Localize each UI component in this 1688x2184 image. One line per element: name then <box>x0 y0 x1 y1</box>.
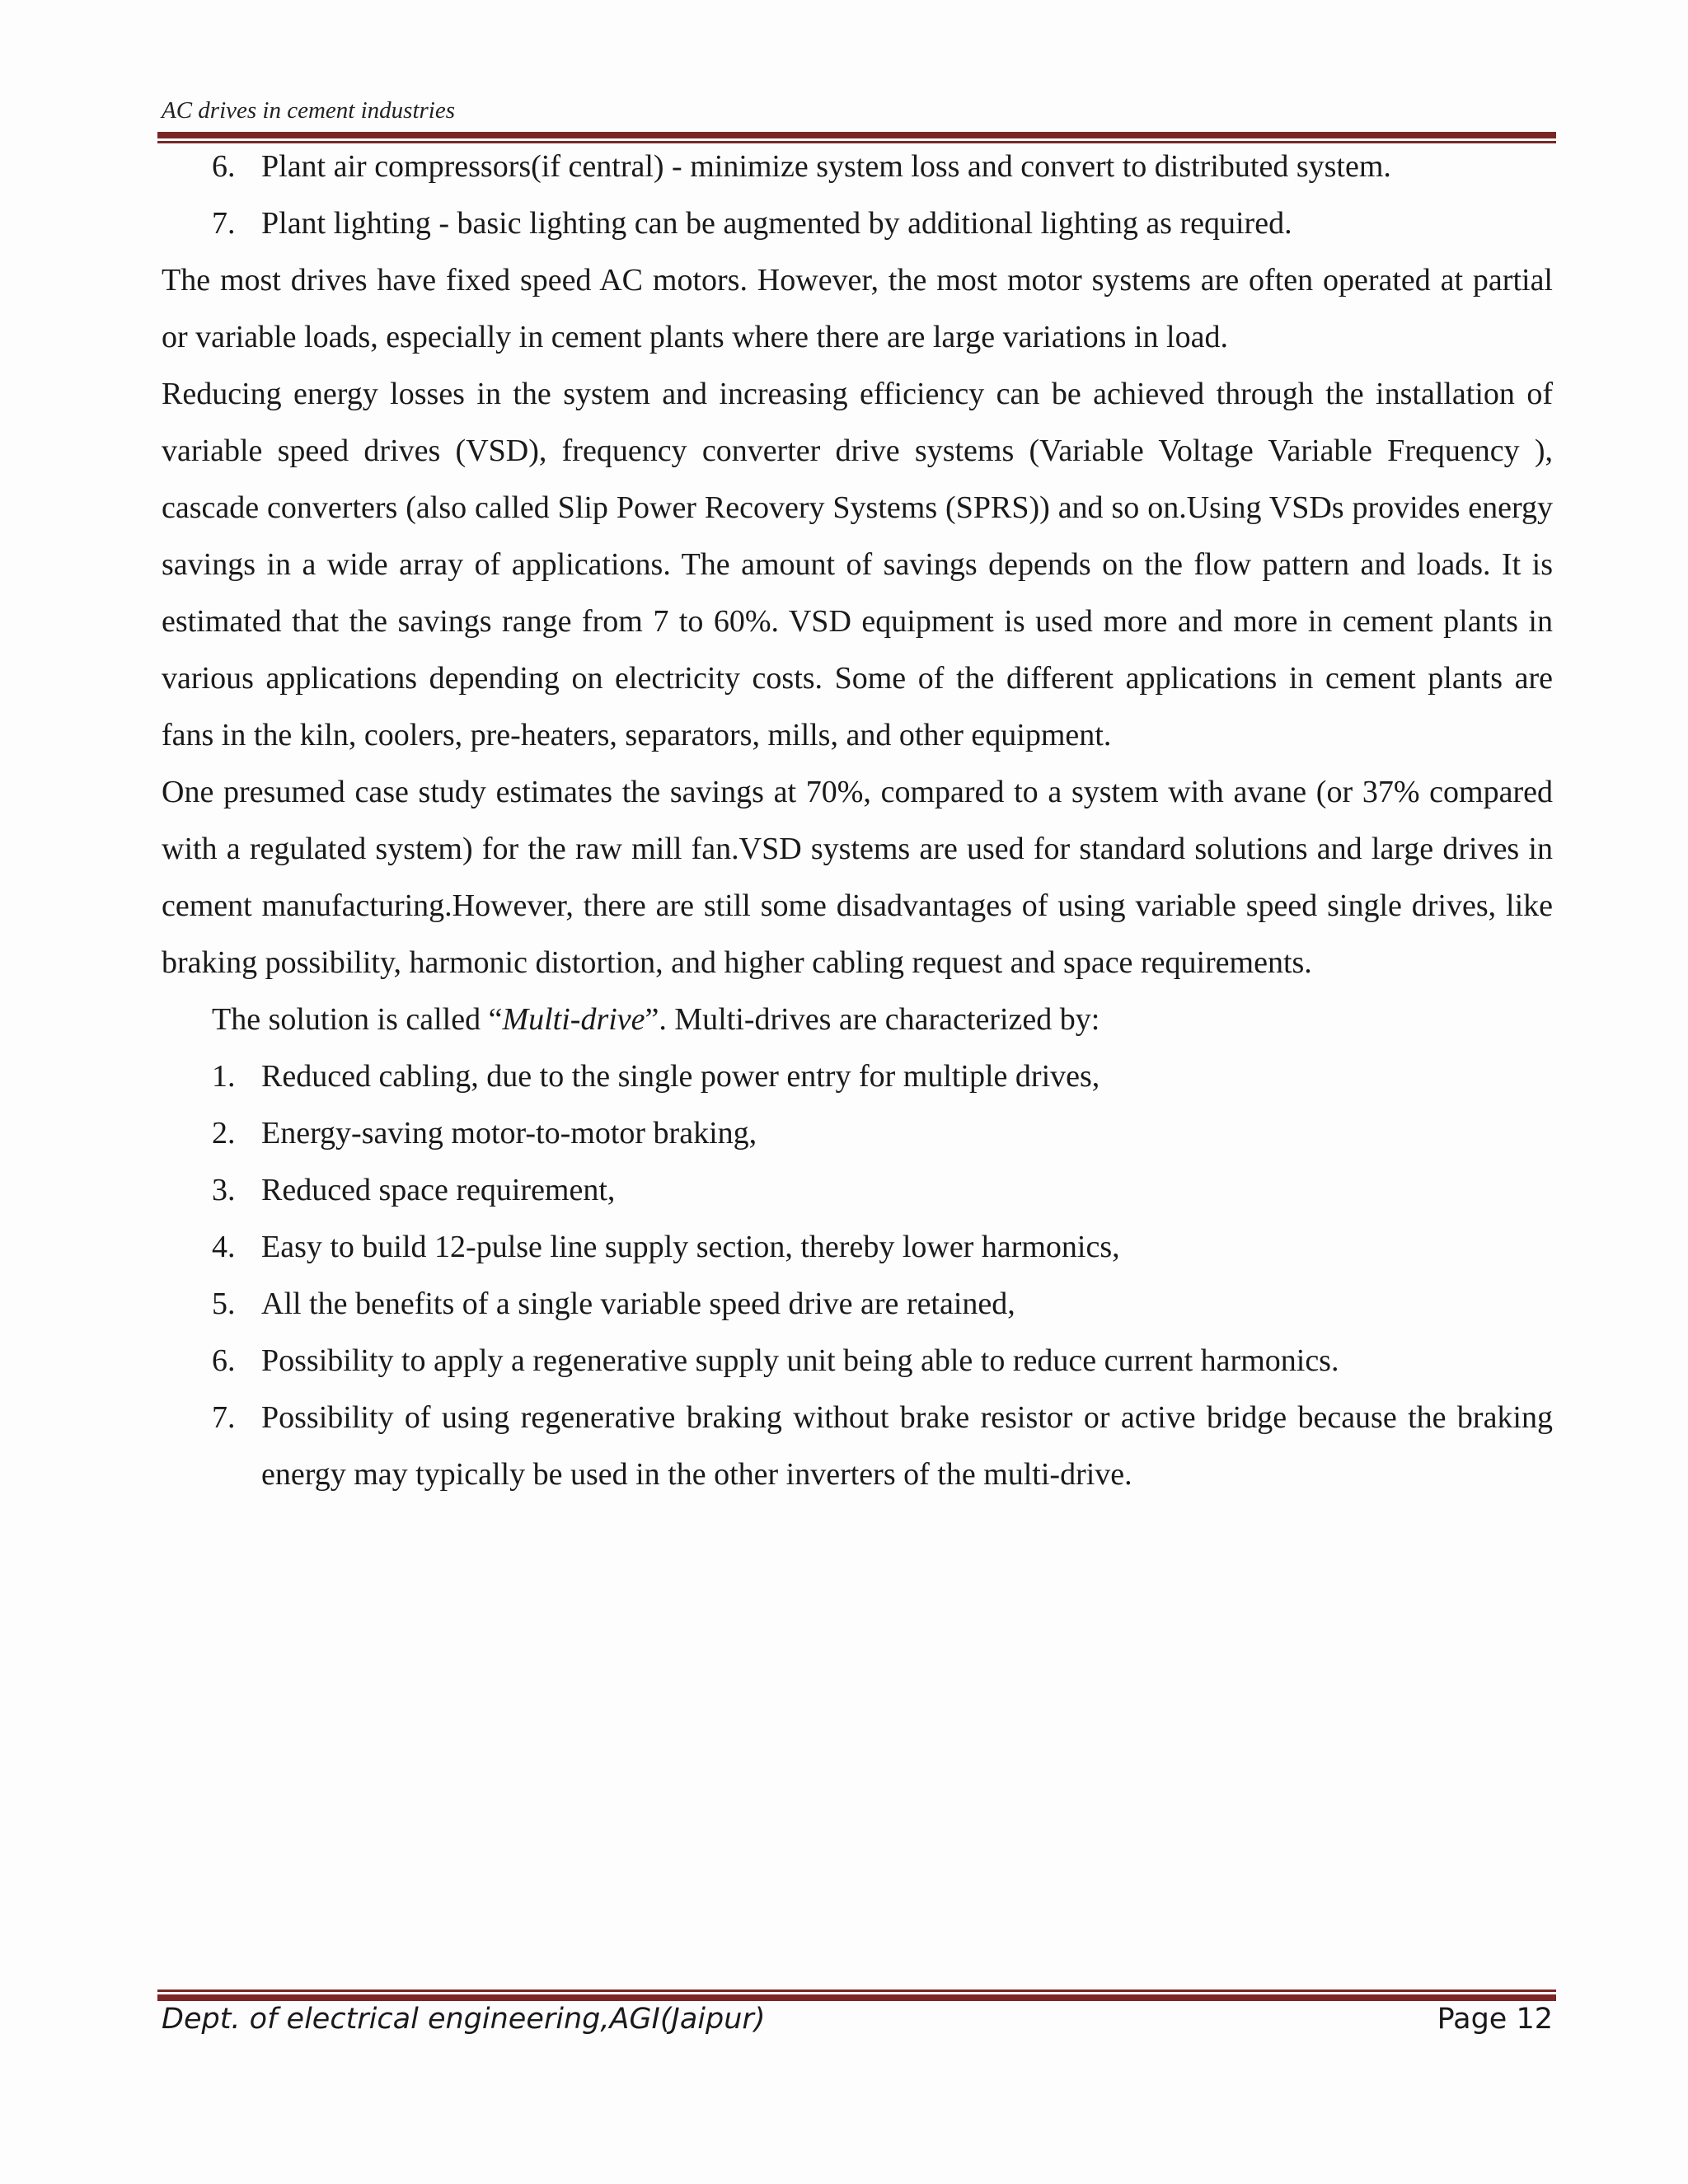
list-item <box>162 1333 1553 1390</box>
solution-prefix: The solution is called “ <box>212 1002 503 1037</box>
list-text: Easy to build 12-pulse line supply section, thereby lower harmonics, <box>261 1230 1120 1264</box>
list-text: Possibility of using regenerative braking without brake resistor or active bridge because the braking energy may typically be used in the other inverters of the multi-drive. <box>261 1400 1553 1492</box>
list-number: 6. <box>212 149 236 184</box>
list-text: Plant air compressors(if central) - minimize system loss and convert to distributed system. <box>261 149 1391 184</box>
list-text: Reduced space requirement, <box>261 1173 616 1207</box>
list-item <box>162 1219 1553 1276</box>
list-item <box>162 1162 1553 1219</box>
list-text: Energy-saving motor-to-motor braking, <box>261 1116 757 1151</box>
list-number: 7. <box>212 206 236 241</box>
list-item <box>162 138 1553 195</box>
paragraph-fixed-speed: The most drives have fixed speed AC motors. However, the most motor systems are often operated at partial or variable loads, especially in cement plants where there are large variations in load. <box>162 263 1553 354</box>
list-item <box>162 1276 1553 1333</box>
list-text: All the benefits of a single variable speed drive are retained, <box>261 1286 1015 1321</box>
solution-suffix: ”. Multi-drives are characterized by: <box>645 1002 1100 1037</box>
page-number: Page 12 <box>1437 2003 1553 2036</box>
page-body <box>162 138 1553 1503</box>
list-item <box>162 195 1553 252</box>
list-number: 4. <box>212 1230 236 1264</box>
list-item <box>162 1105 1553 1162</box>
list-number: 1. <box>212 1059 236 1094</box>
footer-rule <box>157 1990 1556 2001</box>
list-number: 2. <box>212 1116 236 1151</box>
solution-term: Multi-drive <box>502 1002 645 1037</box>
list-item <box>162 1048 1553 1105</box>
list-number: 7. <box>212 1400 236 1435</box>
list-number: 5. <box>212 1286 236 1321</box>
footer-department: Dept. of electrical engineering,AGI(Jaipur) <box>162 2003 766 2036</box>
paragraph-vsd: Reducing energy losses in the system and increasing efficiency can be achieved through the installation of variable speed drives (VSD), frequency converter drive systems (Variable Voltage Variable Frequency ), cascade converters (also called Slip Power Recovery Systems (SPRS)) and so on.Using VSDs provides energy savings in a wide array of applications. The amount of savings depends on the flow pattern and loads. It is estimated that the savings range from 7 to 60%. VSD equipment is used more and more in cement plants in various applications depending on electricity costs. Some of the different applications in cement plants are fans in the kiln, coolers, pre-heaters, separators, mills, and other equipment. <box>162 377 1553 752</box>
paragraph-solution <box>162 991 1553 1048</box>
list-text: Plant lighting - basic lighting can be augmented by additional lighting as required. <box>261 206 1292 241</box>
list-text: Possibility to apply a regenerative supply unit being able to reduce current harmonics. <box>261 1343 1339 1378</box>
paragraph-case-study: One presumed case study estimates the savings at 70%, compared to a system with avane (or 37% compared with a regulated system) for the raw mill fan.VSD systems are used for standard solutions and large drives in cement manufacturing.However, there are still some disadvantages of using variable speed single drives, like braking possibility, harmonic distortion, and higher cabling request and space requirements. <box>162 775 1553 980</box>
list-number: 6. <box>212 1343 236 1378</box>
list-text: Reduced cabling, due to the single power entry for multiple drives, <box>261 1059 1100 1094</box>
running-header: AC drives in cement industries <box>162 97 456 124</box>
list-item <box>162 1390 1553 1503</box>
list-number: 3. <box>212 1173 236 1207</box>
